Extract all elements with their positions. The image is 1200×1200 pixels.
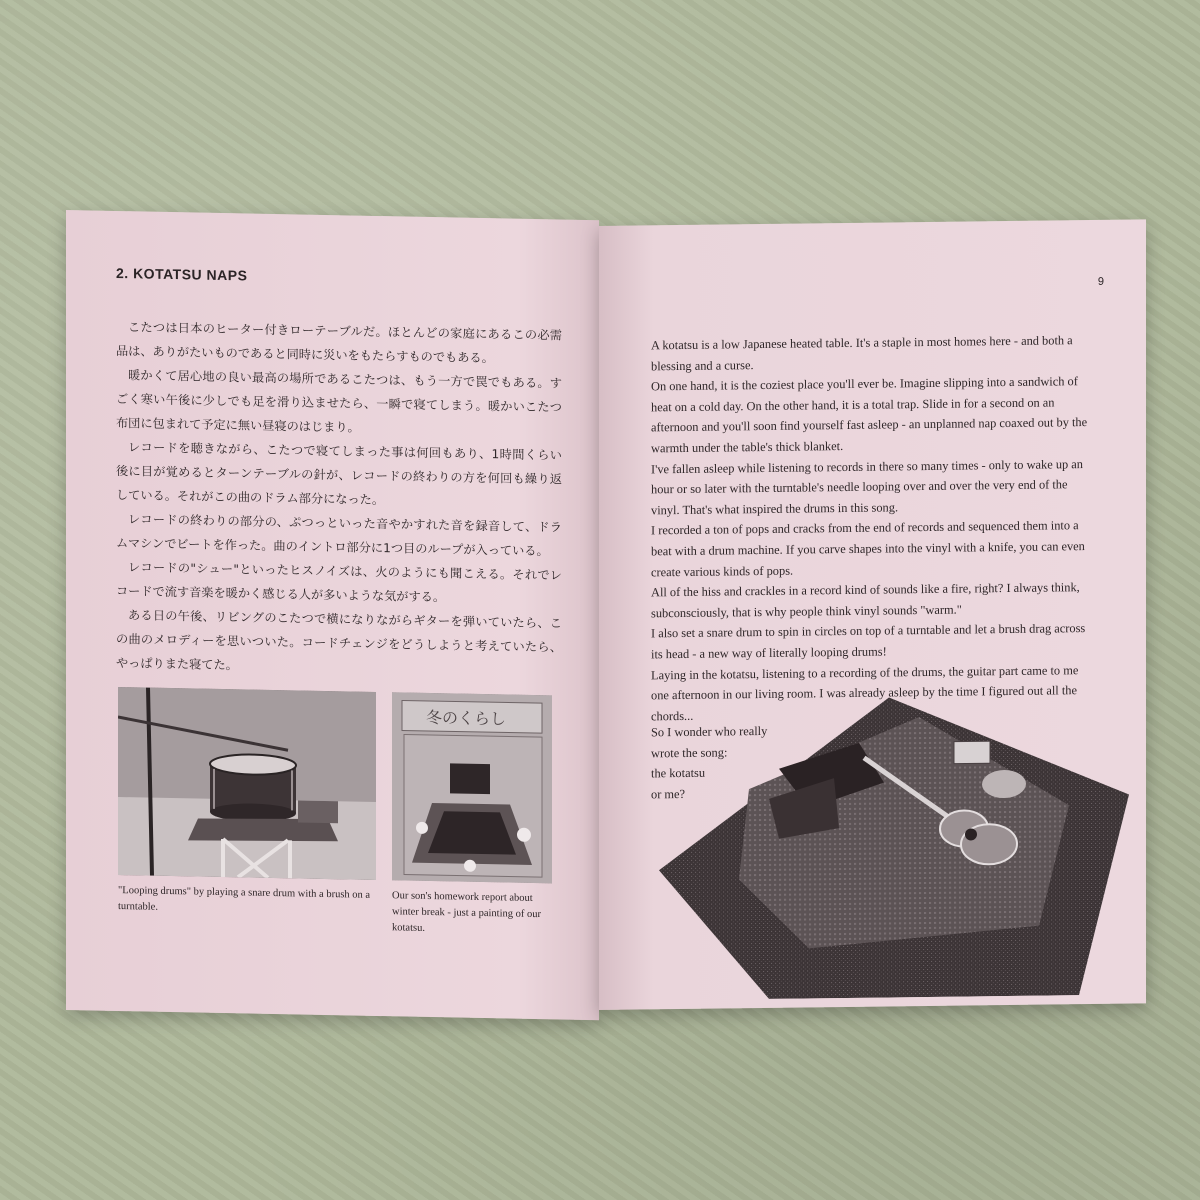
homework-painting-illustration (392, 692, 552, 883)
snare-drum-illustration (118, 687, 376, 880)
page-number: 9 (1097, 275, 1104, 288)
left-page (66, 210, 599, 1020)
english-paragraph: I also set a snare drum to spin in circles on top of a turntable and let a brush drag across its head - a new way of literally looping drums! (651, 621, 1086, 662)
japanese-paragraph: レコードの"シュー"といったヒスノイズは、火のようにも聞こえる。それでレコードで流す音楽を暖かく感じる人が多いような気がする。 (116, 560, 562, 605)
kotatsu-guitar-illustration (659, 695, 1129, 1001)
japanese-paragraph: 暖かくて居心地の良い最高の場所であるこたつは、もう一方で罠でもある。すごく寒い午後に少しでも足を滑り込ませたら、一瞬で寝てしまう。暖かいこたつ布団に包まれて予定に無い昼寝のはじまり。 (116, 368, 562, 435)
japanese-paragraph: こたつは日本のヒーター付きローテーブルだ。ほとんどの家庭にあるこの必需品は、ありがたいものであると同時に災いをもたらすものでもある。 (116, 320, 562, 366)
english-paragraph: I recorded a ton of pops and cracks from the end of records and sequenced them into a beat with a drum machine. If you carve shapes into the vinyl with a knife, you can even create various kinds of pops. (651, 518, 1085, 579)
japanese-paragraph: レコードを聴きながら、こたつで寝てしまった事は何回もあり、1時間くらい後に目が覚めるとターンテーブルの針が、レコードの終わりの方を何回も繰り返している。それがこの曲のドラム部分になった。 (116, 440, 562, 508)
caption-homework: Our son's homework report about winter break - just a painting of our kotatsu. (392, 890, 541, 934)
english-text-block (651, 330, 1099, 727)
english-paragraph: All of the hiss and crackles in a record kind of sounds like a fire, right? I always think, subconsciously, that is why people think vinyl sounds "warm." (651, 580, 1080, 621)
closing-line: the kotatsu (651, 765, 706, 781)
painting-title-text: 冬のくらし (426, 707, 507, 729)
closing-line: So I wonder who really (651, 723, 768, 740)
homework-painting-photo (392, 692, 552, 883)
closing-line: wrote the song: (651, 745, 728, 760)
japanese-text-block (116, 315, 562, 684)
snare-drum-photo (118, 687, 376, 880)
japanese-paragraph: レコードの終わりの部分の、ぷつっといった音やかすれた音を録音して、ドラムマシンでビートを作った。曲のイントロ部分に1つ目のループが入っている。 (116, 512, 562, 559)
right-page (599, 219, 1146, 1010)
caption-looping-drums: "Looping drums" by playing a snare drum with a brush on a turntable. (118, 884, 371, 913)
english-paragraph: I've fallen asleep while listening to records in there so many times - only to wake up an hour or so later with the turntable's needle looping over and over the very end of the vinyl. That's what inspired the drums in this song. (651, 456, 1083, 518)
kotatsu-guitar-photo (659, 695, 1129, 1006)
english-paragraph: Laying in the kotatsu, listening to a recording of the drums, the guitar part came to me one afternoon in our living room. I was already asleep by the time I figured out all the chords... (651, 662, 1079, 724)
chapter-title: 2. KOTATSU NAPS (116, 264, 248, 284)
open-booklet (66, 210, 1146, 1010)
english-paragraph: On one hand, it is the coziest place you'll ever be. Imagine slipping into a sandwich of heat on a cold day. On the other hand, it is a total trap. Slide in for a second on an afternoon and you'll soon find yourself fast asleep - an unplanned nap coaxed out by the warmth under the table's thick blanket. (651, 374, 1088, 456)
closing-line: or me? (651, 786, 686, 802)
english-paragraph: A kotatsu is a low Japanese heated table. It's a staple in most homes here - and both a blessing and a curse. (651, 333, 1073, 373)
japanese-paragraph: ある日の午後、リビングのこたつで横になりながらギターを弾いていたら、この曲のメロディーを思いついた。コードチェンジをどうしようと考えていたら、やっぱりまた寝てた。 (116, 608, 562, 673)
